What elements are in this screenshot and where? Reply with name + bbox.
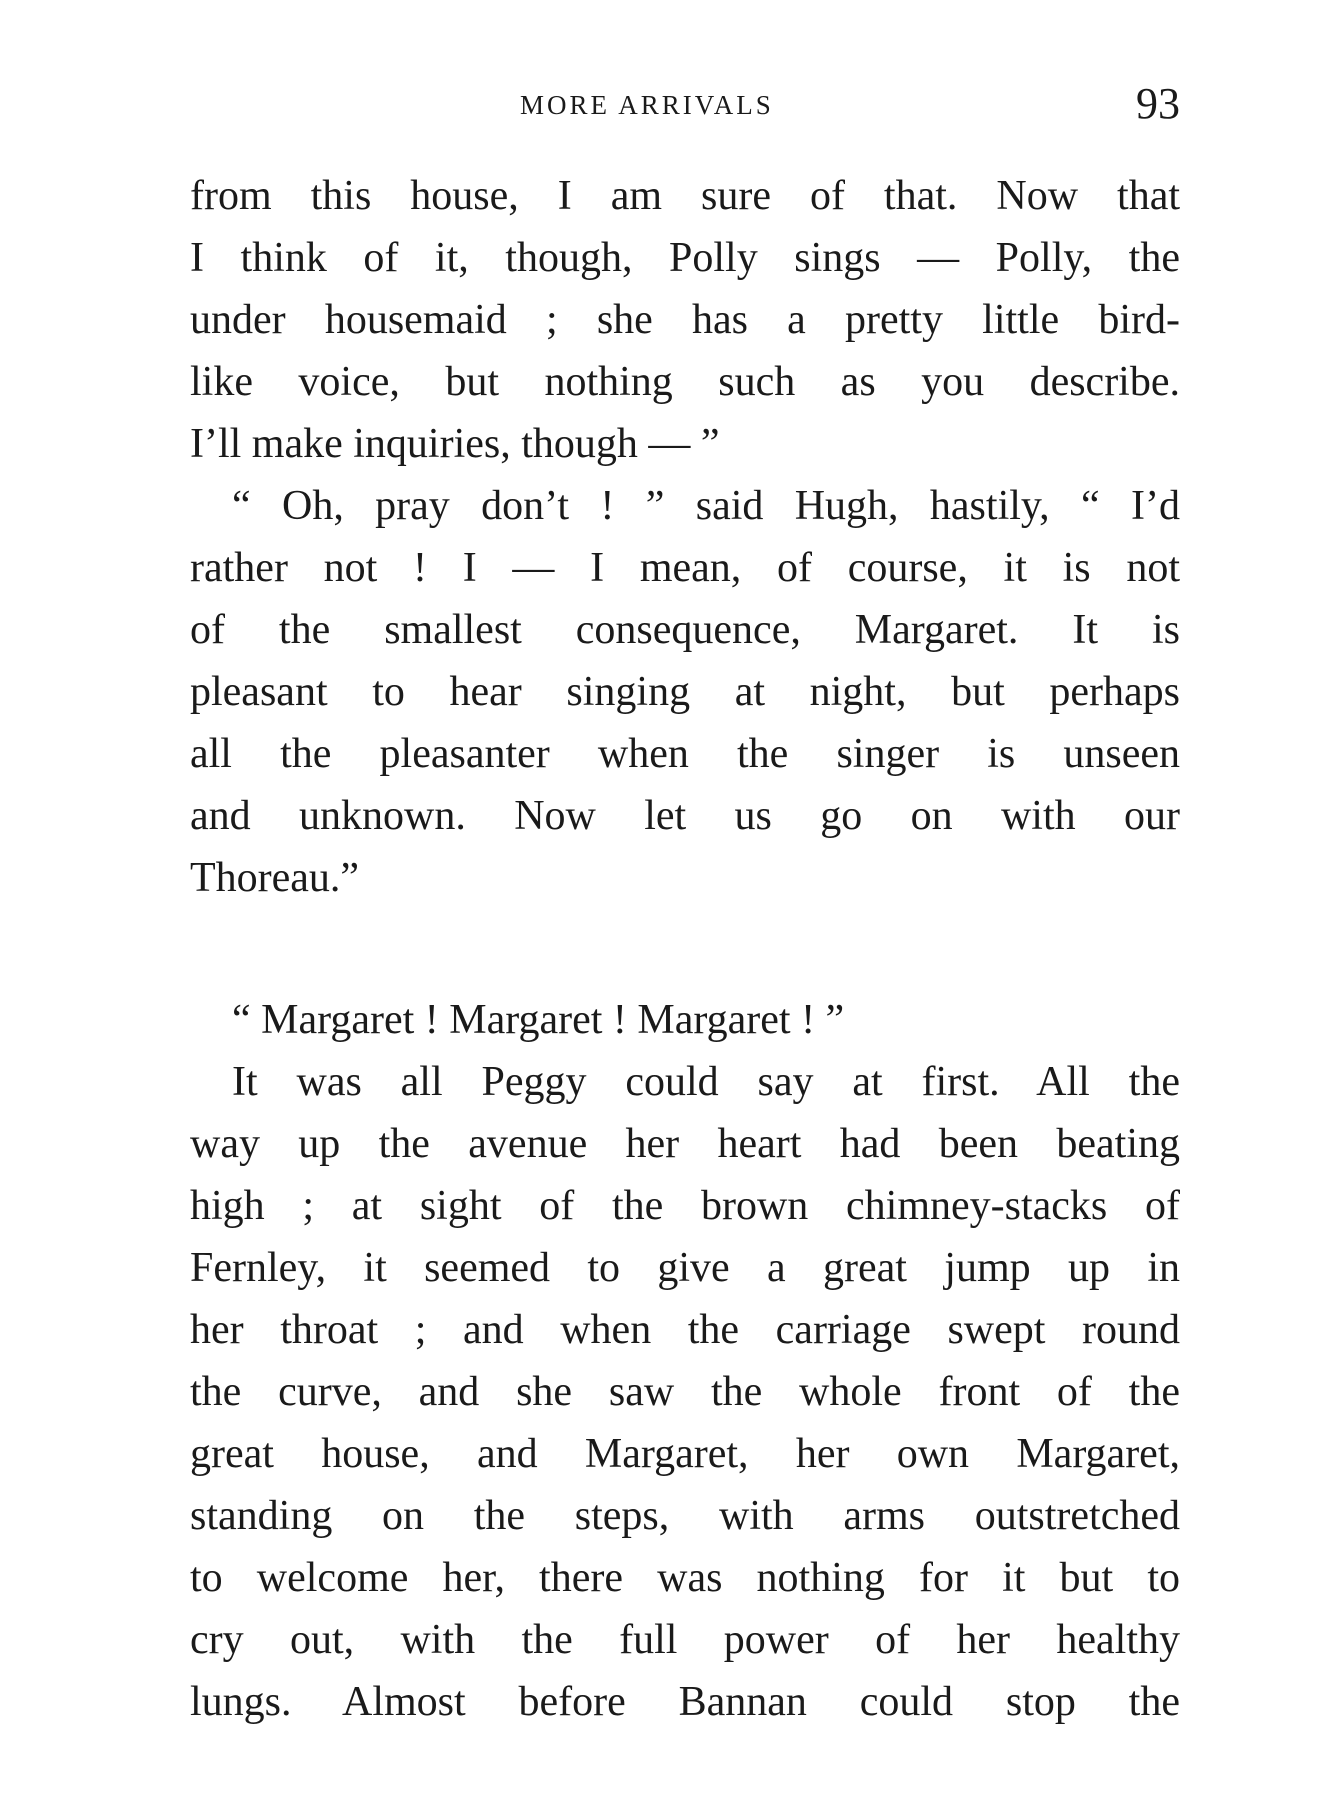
text-line: all the pleasanter when the singer is unseen xyxy=(190,731,1180,777)
paragraph xyxy=(190,165,1180,475)
text-line: Thoreau.” xyxy=(190,855,360,901)
text-line: Fernley, it seemed to give a great jump up in xyxy=(190,1245,1180,1291)
text-line: to welcome her, there was nothing for it but to xyxy=(190,1555,1180,1601)
body-text xyxy=(190,165,1180,1733)
text-line: way up the avenue her heart had been beating xyxy=(190,1121,1180,1167)
paragraph xyxy=(190,1051,1180,1733)
text-line: the curve, and she saw the whole front of the xyxy=(190,1369,1180,1415)
section-break xyxy=(190,909,1180,989)
running-head xyxy=(190,78,1180,138)
text-line: lungs. Almost before Bannan could stop the xyxy=(190,1679,1180,1725)
text-line: cry out, with the full power of her healthy xyxy=(190,1617,1180,1663)
paragraph xyxy=(190,475,1180,909)
text-line: rather not ! I — I mean, of course, it is not xyxy=(190,545,1180,591)
text-line: high ; at sight of the brown chimney-stacks of xyxy=(190,1183,1180,1229)
text-line: standing on the steps, with arms outstretched xyxy=(190,1493,1180,1539)
text-line: I’ll make inquiries, though — ” xyxy=(190,421,720,467)
text-line: pleasant to hear singing at night, but perhaps xyxy=(190,669,1180,715)
running-title: MORE ARRIVALS xyxy=(520,90,774,120)
text-line: great house, and Margaret, her own Margaret, xyxy=(190,1431,1180,1477)
text-line: like voice, but nothing such as you describe. xyxy=(190,359,1180,405)
text-line: her throat ; and when the carriage swept round xyxy=(190,1307,1180,1353)
text-line: and unknown. Now let us go on with our xyxy=(190,793,1180,839)
text-line: “ Margaret ! Margaret ! Margaret ! ” xyxy=(232,997,845,1043)
text-line: I think of it, though, Polly sings — Polly, the xyxy=(190,235,1180,281)
text-line: of the smallest consequence, Margaret. It is xyxy=(190,607,1180,653)
text-line: It was all Peggy could say at first. All the xyxy=(232,1059,1180,1105)
page-number: 93 xyxy=(1136,79,1180,128)
text-line: from this house, I am sure of that. Now that xyxy=(190,173,1180,219)
paragraph xyxy=(190,989,1180,1051)
text-line: “ Oh, pray don’t ! ” said Hugh, hastily, “ I’d xyxy=(232,483,1180,529)
text-line: under housemaid ; she has a pretty little bird- xyxy=(190,297,1180,343)
